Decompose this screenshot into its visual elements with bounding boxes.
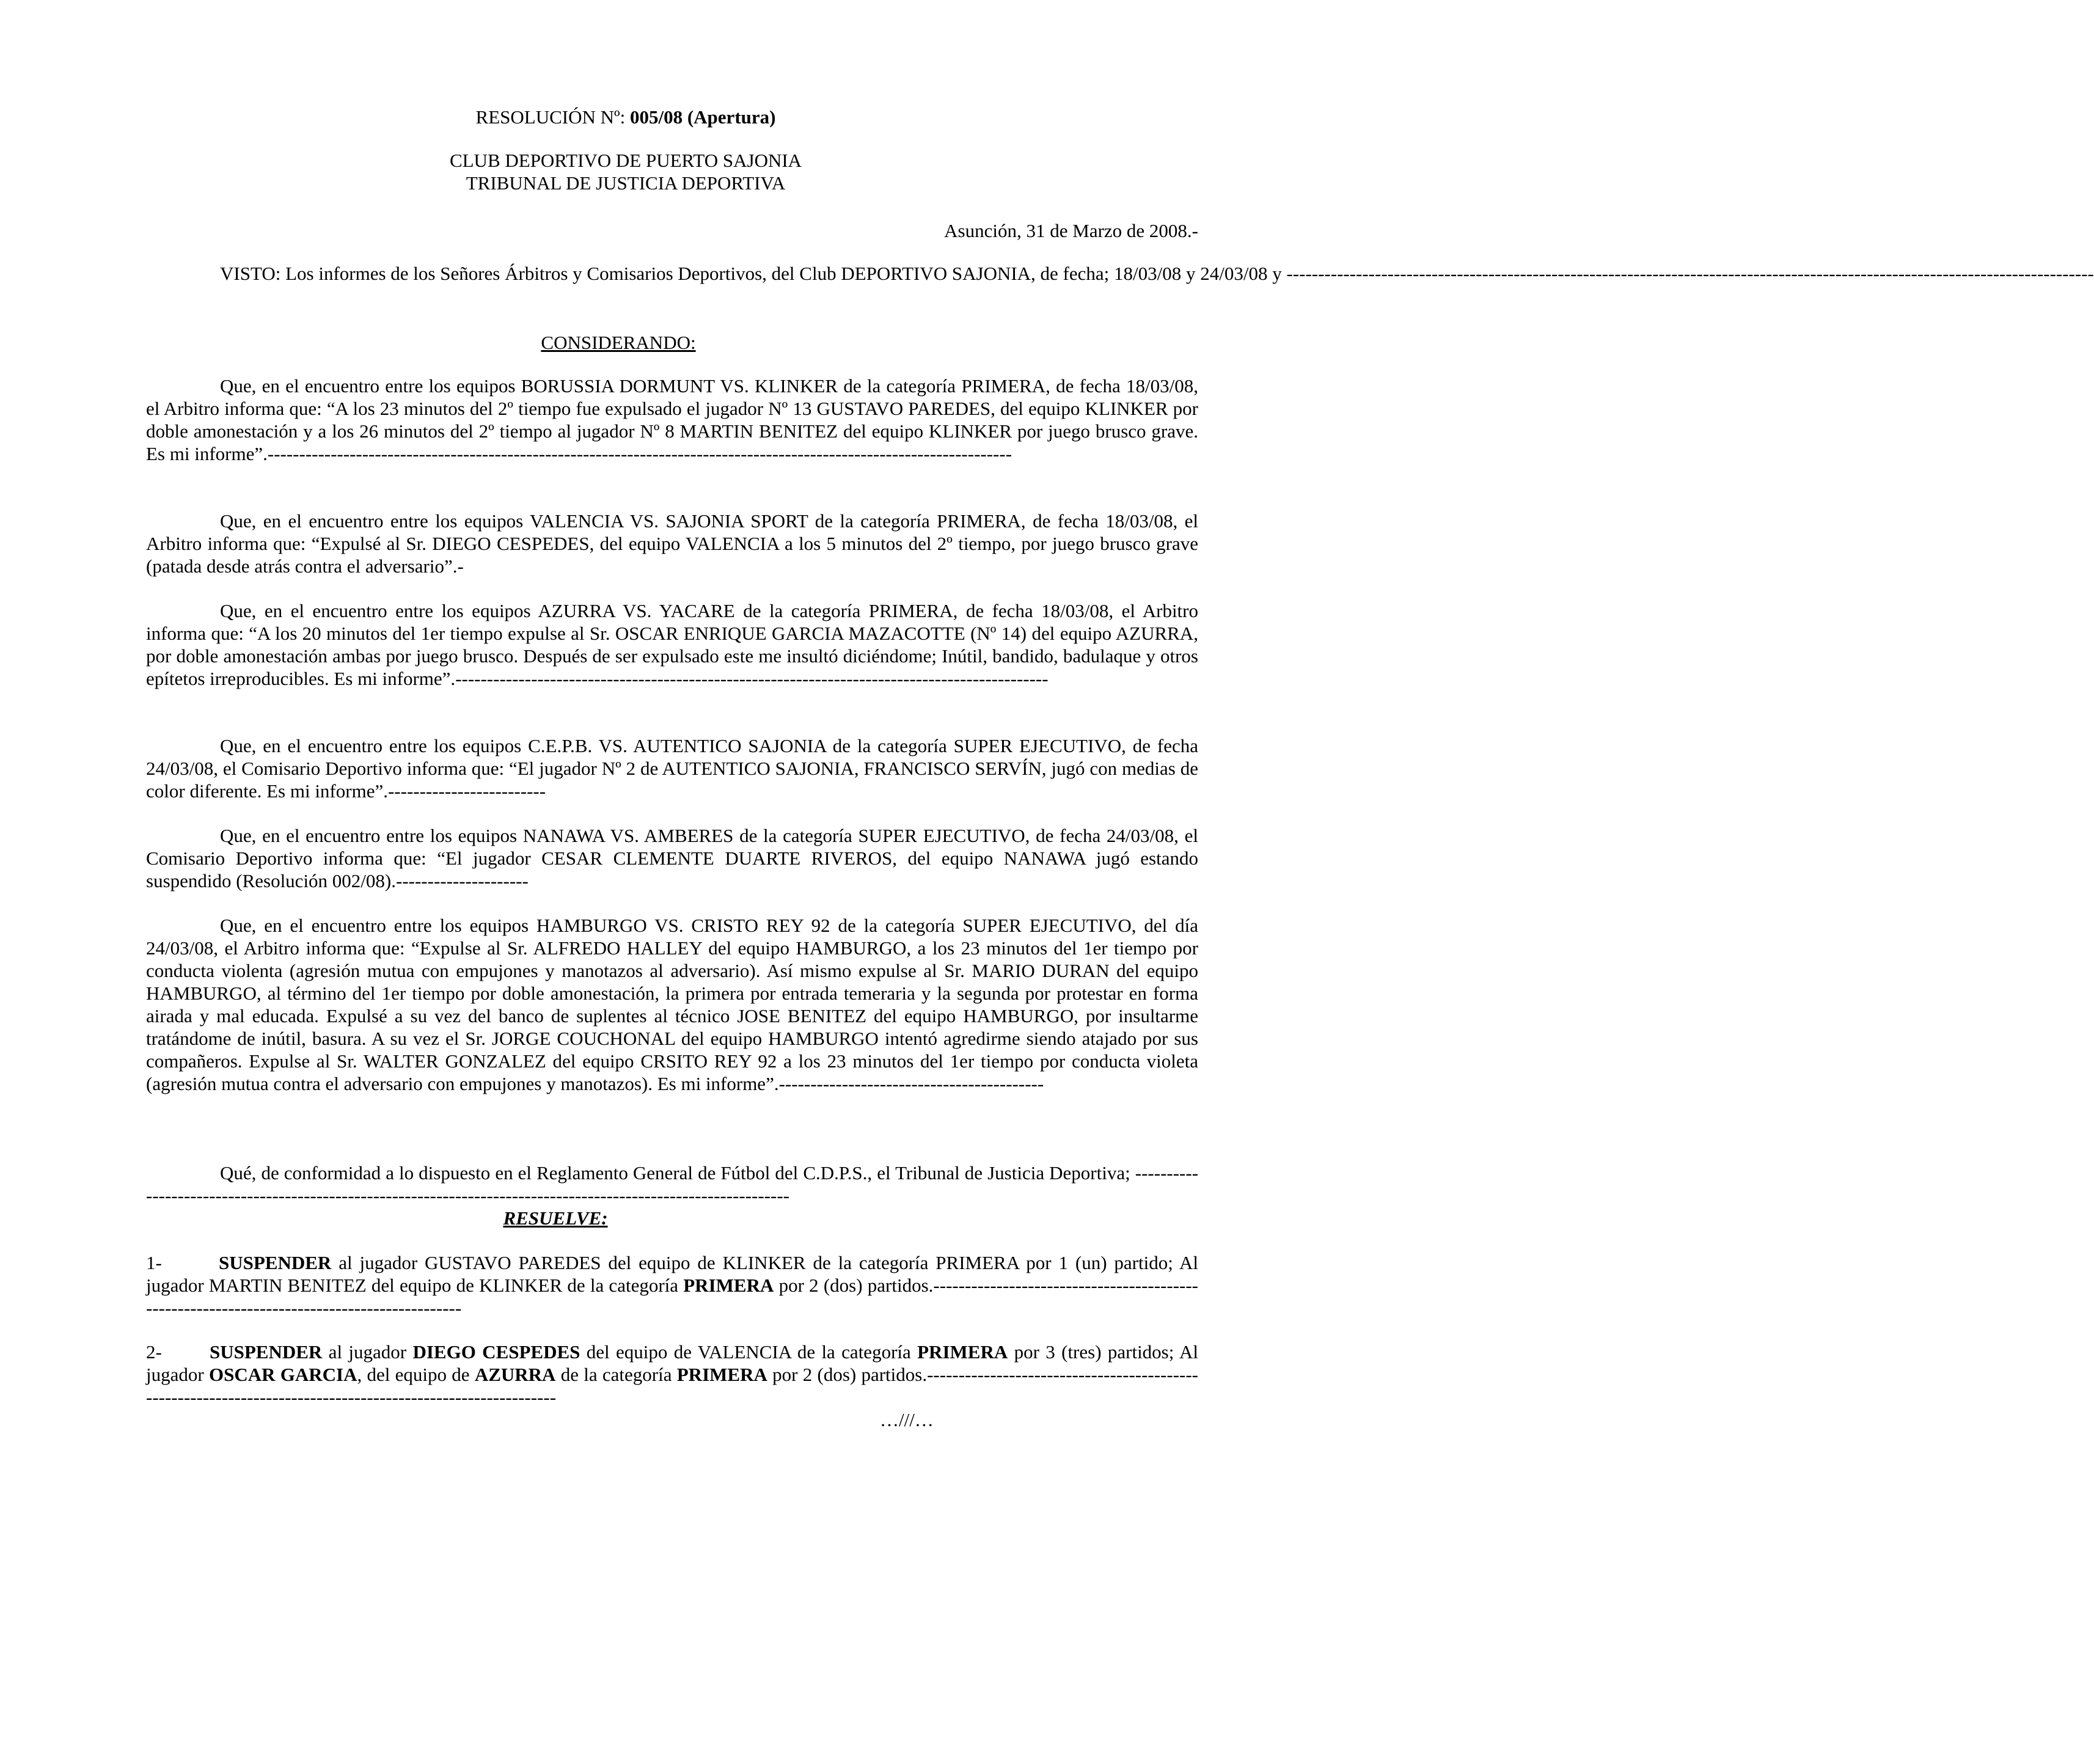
- considerando-paragraph: Que, en el encuentro entre los equipos NANAWA VS. AMBERES de la categoría SUPER EJECUTIVO, de fecha 24/03/08, el Comisario Deportivo informa que: “El jugador CESAR CLEMENTE DUARTE RIVEROS, del equipo NANAWA jugó estando suspendido (Resolución 002/08).---------------------: [146, 825, 1198, 891]
- tribunal-name: TRIBUNAL DE JUSTICIA DEPORTIVA: [466, 172, 786, 194]
- continuation-mark: …///…: [880, 1409, 934, 1430]
- visto-paragraph: VISTO: Los informes de los Señores Árbitros y Comisarios Deportivos, del Club DEPORTIVO SAJONIA, de fecha; 18/03/08 y 24/03/08 y --------------------------------------------------------------------------------------------------------------------------------: [220, 263, 2094, 284]
- resolution-item: 2- SUSPENDER al jugador DIEGO CESPEDES del equipo de VALENCIA de la categoría PRIMERA por 3 (tres) partidos; Al jugador OSCAR GARCIA, del equipo de AZURRA de la categoría PRIMERA por 2 (dos) partidos.------------------------------------------------------------------------------------------------------------: [146, 1341, 1199, 1408]
- considerando-paragraph: Que, en el encuentro entre los equipos AZURRA VS. YACARE de la categoría PRIMERA, de fecha 18/03/08, el Arbitro informa que: “A los 20 minutos del 1er tiempo expulse al Sr. OSCAR ENRIQUE GARCIA MAZACOTTE (Nº 14) del equipo AZURRA, por doble amonestación ambas por juego brusco. Después de ser expulsado este me insultó diciéndome; Inútil, bandido, badulaque y otros epítetos irreproducibles. Es mi informe”.----------------------------------------------------------------------------------------------: [146, 600, 1198, 689]
- considerando-paragraph: Qué, de conformidad a lo dispuesto en el Reglamento General de Fútbol del C.D.P.S., el Tribunal de Justicia Deportiva; ----------------------------------------------------------------------------------------------------------------: [146, 1162, 1199, 1206]
- date-line: Asunción, 31 de Marzo de 2008.-: [944, 220, 1198, 241]
- resolution-item: 1- SUSPENDER al jugador GUSTAVO PAREDES del equipo de KLINKER de la categoría PRIMERA por 1 (un) partido; Al jugador MARTIN BENITEZ del equipo de KLINKER de la categoría PRIMERA por 2 (dos) partidos.--------------------------------------------------------------------------------------------: [146, 1252, 1198, 1319]
- club-name: CLUB DEPORTIVO DE PUERTO SAJONIA: [449, 150, 802, 171]
- resolution-title: RESOLUCIÓN Nº: 005/08 (Apertura): [475, 106, 776, 128]
- resuelve-heading: RESUELVE:: [503, 1207, 608, 1229]
- considerando-heading: CONSIDERANDO:: [541, 332, 696, 353]
- considerando-paragraph: Que, en el encuentro entre los equipos C.E.P.B. VS. AUTENTICO SAJONIA de la categoría SUPER EJECUTIVO, de fecha 24/03/08, el Comisario Deportivo informa que: “El jugador Nº 2 de AUTENTICO SAJONIA, FRANCISCO SERVÍN, jugó con medias de color diferente. Es mi informe”.-------------------------: [146, 735, 1198, 802]
- considerando-paragraph: Que, en el encuentro entre los equipos HAMBURGO VS. CRISTO REY 92 de la categoría SUPER EJECUTIVO, del día 24/03/08, el Arbitro informa que: “Expulse al Sr. ALFREDO HALLEY del equipo HAMBURGO, a los 23 minutos del 1er tiempo por conducta violenta (agresión mutua con empujones y manotazos al adversario). Así mismo expulse al Sr. MARIO DURAN del equipo HAMBURGO, al término del 1er tiempo por doble amonestación, la primera por entrada temeraria y la segunda por protestar en forma airada y mal educada. Expulsé a su vez del banco de suplentes al técnico JOSE BENITEZ del equipo HAMBURGO, por insultarme tratándome de inútil, basura. A su vez el Sr. JORGE COUCHONAL del equipo HAMBURGO intentó agredirme siendo atajado por sus compañeros. Expulse al Sr. WALTER GONZALEZ del equipo CRSITO REY 92 a los 23 minutos del 1er tiempo por conducta violeta (agresión mutua contra el adversario con empujones y manotazos). Es mi informe”.------------------------------------------: [146, 915, 1198, 1094]
- item-number: 2-: [146, 1341, 162, 1363]
- considerando-paragraph: Que, en el encuentro entre los equipos VALENCIA VS. SAJONIA SPORT de la categoría PRIMERA, de fecha 18/03/08, el Arbitro informa que: “Expulsé al Sr. DIEGO CESPEDES, del equipo VALENCIA a los 5 minutos del 2º tiempo, por juego brusco grave (patada desde atrás contra el adversario”.-: [146, 510, 1198, 577]
- considerando-paragraph: Que, en el encuentro entre los equipos BORUSSIA DORMUNT VS. KLINKER de la categoría PRIMERA, de fecha 18/03/08, el Arbitro informa que: “A los 23 minutos del 2º tiempo fue expulsado el jugador Nº 13 GUSTAVO PAREDES, del equipo KLINKER por doble amonestación y a los 26 minutos del 2º tiempo al jugador Nº 8 MARTIN BENITEZ del equipo KLINKER por juego brusco grave. Es mi informe”.----------------------------------------------------------------------------------------------------------------------: [146, 375, 1198, 464]
- item-number: 1-: [146, 1252, 162, 1273]
- resolution-number: 005/08 (Apertura): [629, 106, 776, 128]
